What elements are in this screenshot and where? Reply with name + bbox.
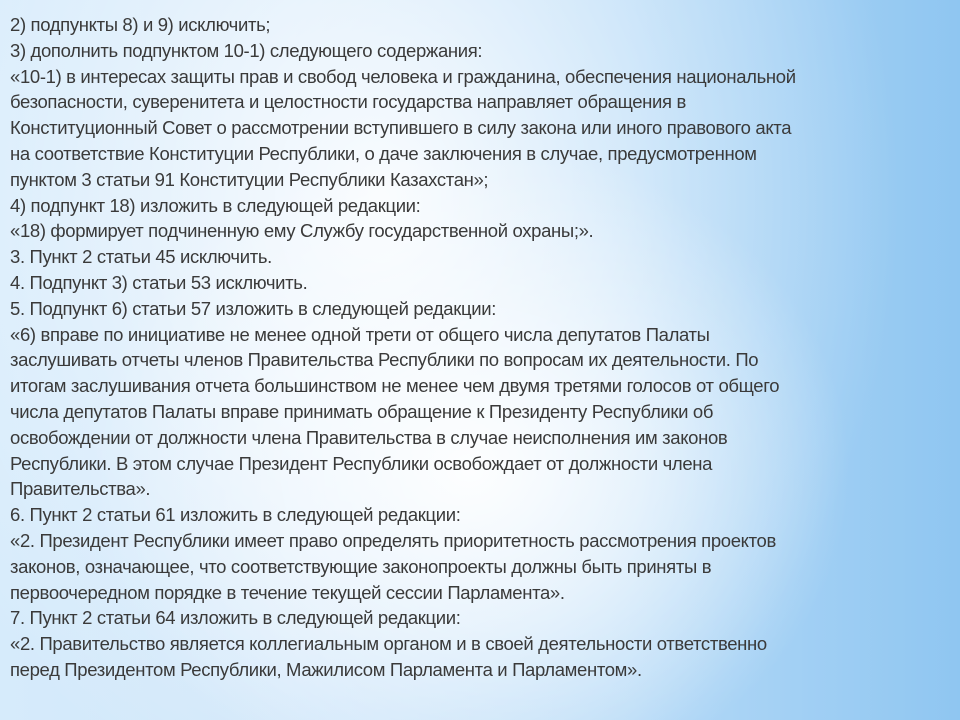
text-line: перед Президентом Республики, Мажилисом Парламента и Парламентом». <box>10 658 642 680</box>
text-line: 6. Пункт 2 статьи 61 изложить в следующей редакции: <box>10 504 461 526</box>
text-line: безопасности, суверенитета и целостности государства направляет обращения в <box>10 91 686 113</box>
text-line: 4. Подпункт 3) статьи 53 исключить. <box>10 271 308 293</box>
text-line: Конституционный Совет о рассмотрении вступившего в силу закона или иного правового акта <box>10 117 792 139</box>
text-line: 3. Пункт 2 статьи 45 исключить. <box>10 246 272 268</box>
text-line: пунктом 3 статьи 91 Конституции Республики Казахстан»; <box>10 168 489 190</box>
text-line: законов, означающее, что соответствующие законопроекты должны быть приняты в <box>10 555 712 577</box>
text-line: числа депутатов Палаты вправе принимать обращение к Президенту Республики об <box>10 400 714 422</box>
text-line: освобождении от должности члена Правительства в случае неисполнения им законов <box>10 426 728 448</box>
text-line: «2. Президент Республики имеет право определять приоритетность рассмотрения проектов <box>10 529 776 551</box>
text-line: первоочередном порядке в течение текущей сессии Парламента». <box>10 581 565 603</box>
text-line: 5. Подпункт 6) статьи 57 изложить в следующей редакции: <box>10 297 496 319</box>
text-line: «10-1) в интересах защиты прав и свобод человека и гражданина, обеспечения национальной <box>10 65 796 87</box>
text-line: Республики. В этом случае Президент Республики освобождает от должности члена <box>10 452 713 474</box>
text-line: «18) формирует подчиненную ему Службу государственной охраны;». <box>10 220 594 242</box>
text-line: «6) вправе по инициативе не менее одной трети от общего числа депутатов Палаты <box>10 323 710 345</box>
slide-text-body <box>10 12 955 683</box>
text-line: итогам заслушивания отчета большинством не менее чем двумя третями голосов от общего <box>10 375 780 397</box>
text-line: 2) подпункты 8) и 9) исключить; <box>10 14 271 35</box>
text-line: заслушивать отчеты членов Правительства Республики по вопросам их деятельности. По <box>10 349 759 371</box>
text-line: Правительства». <box>10 478 151 500</box>
text-line: на соответствие Конституции Республики, о даче заключения в случае, предусмотренном <box>10 142 757 164</box>
text-line: «2. Правительство является коллегиальным органом и в своей деятельности ответственно <box>10 633 767 655</box>
text-line: 7. Пункт 2 статьи 64 изложить в следующей редакции: <box>10 607 461 629</box>
text-line: 4) подпункт 18) изложить в следующей редакции: <box>10 194 421 216</box>
text-line: 3) дополнить подпунктом 10-1) следующего содержания: <box>10 39 483 61</box>
